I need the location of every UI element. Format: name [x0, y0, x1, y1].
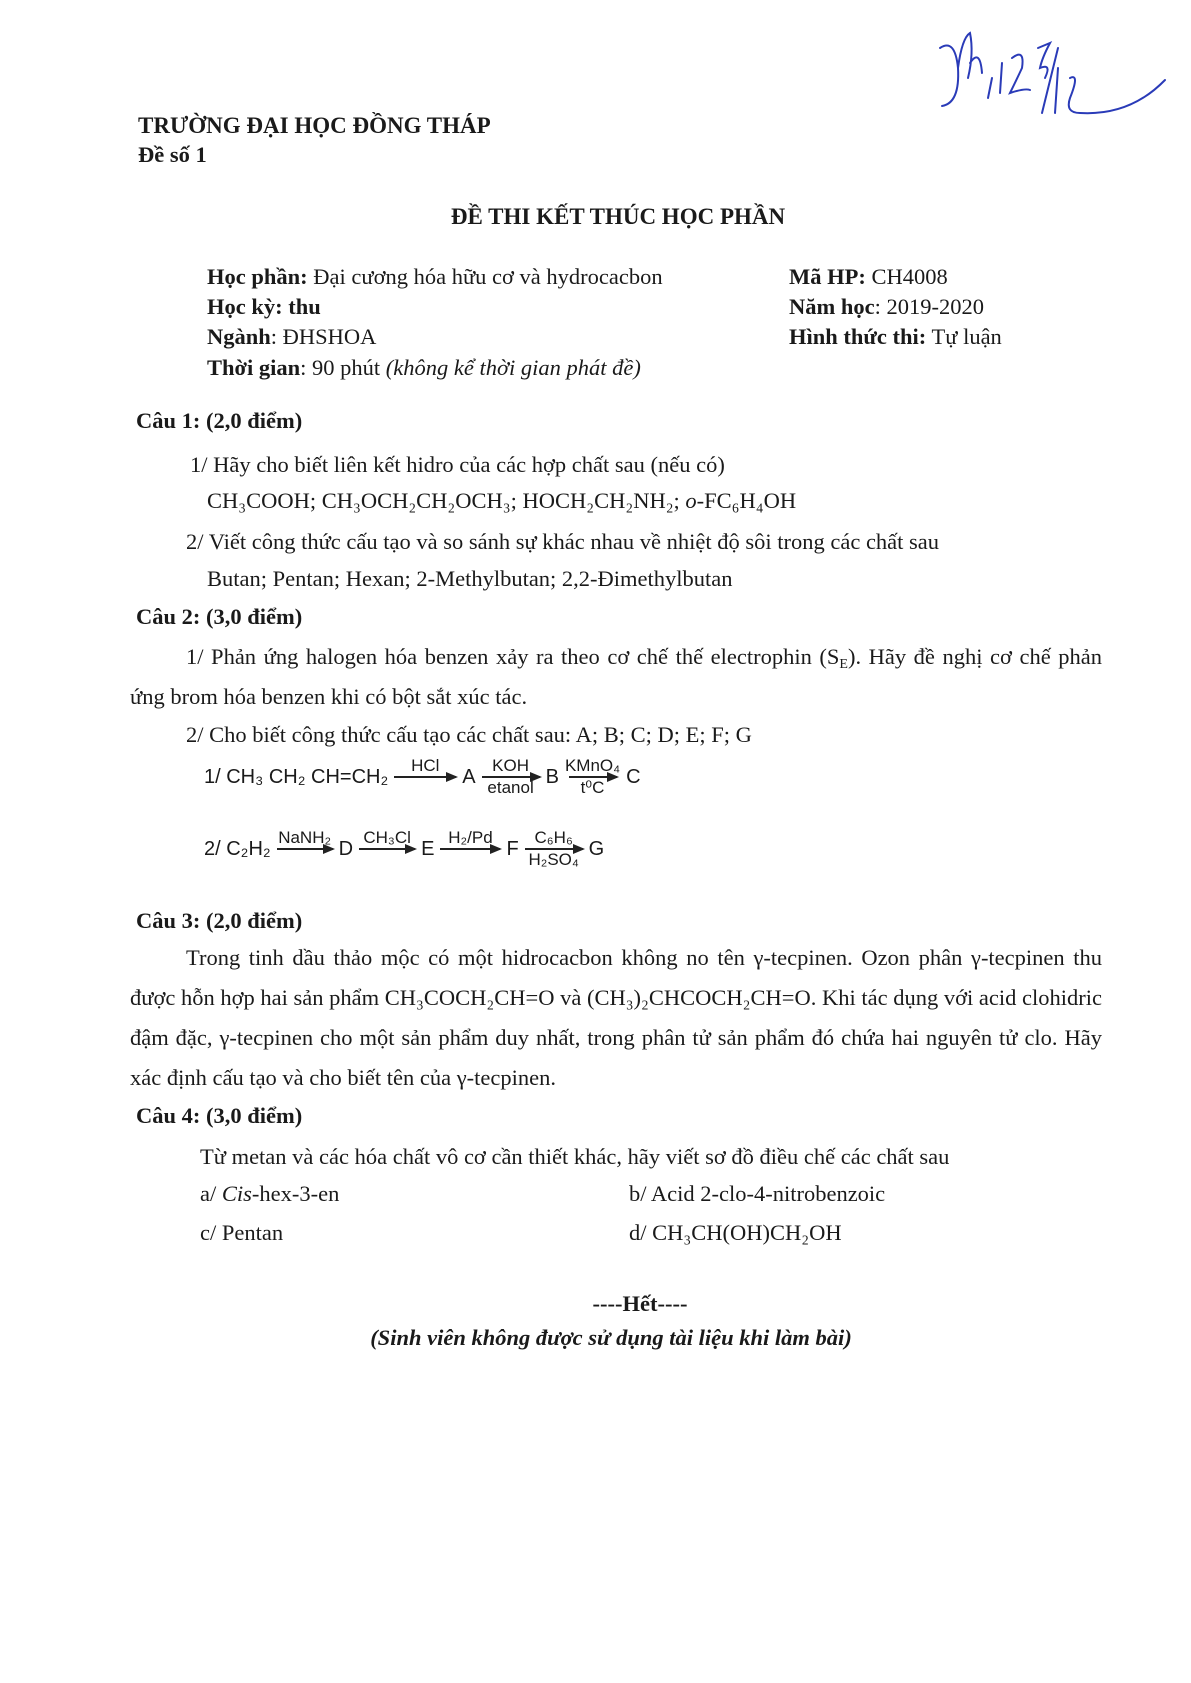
code-value: CH4008 [865, 264, 948, 289]
course-label: Học phần: [207, 264, 308, 289]
exam-form-row [789, 324, 1002, 350]
reaction-arrow [394, 756, 456, 798]
reagent: C₆H₆ [534, 828, 573, 847]
handwritten-signature [930, 18, 1170, 118]
year-value: : 2019-2020 [874, 294, 984, 319]
reaction-arrow [565, 756, 620, 798]
condition: t⁰C [580, 778, 605, 797]
product-c: C [626, 765, 641, 788]
course-code-row [789, 264, 948, 290]
q4-item-c: c/ Pentan [200, 1220, 284, 1245]
product-e: E [421, 837, 435, 860]
exam-title: ĐỀ THI KẾT THÚC HỌC PHẦN [450, 204, 786, 229]
q2-p1-text: 1/ Phản ứng halogen hóa benzen xảy ra theo cơ chế thế electrophin (S [186, 644, 840, 669]
compound-list: CH₃COOH; CH₃OCH₂CH₂OCH₃; HOCH₂CH₂NH₂; [207, 488, 686, 513]
product-g: G [588, 837, 605, 860]
time-label: Thời gian [207, 355, 301, 380]
reaction-scheme-2 [204, 828, 604, 870]
major-row [207, 324, 376, 350]
item-prefix: a/ [200, 1181, 222, 1206]
q4-item-a [200, 1181, 339, 1207]
condition: etanol [487, 778, 534, 797]
q2-part2: 2/ Cho biết công thức cấu tạo các chất sau: A; B; C; D; E; F; G [186, 722, 752, 747]
product-d: D [338, 837, 354, 860]
q1-alkanes: Butan; Pentan; Hexan; 2-Methylbutan; 2,2-Đimethylbutan [207, 566, 733, 591]
time-value: : 90 phút [300, 355, 386, 380]
semester: Học kỳ: thu [207, 294, 321, 319]
major-value: : ĐHSHOA [270, 324, 377, 349]
q2-p1-sub: E [839, 657, 848, 672]
reagent: HCl [411, 756, 440, 775]
q1-part1: 1/ Hãy cho biết liên kết hidro của các hợp chất sau (nếu có) [190, 452, 725, 477]
form-value: Tự luận [926, 324, 1002, 349]
q4-item-b: b/ Acid 2-clo-4-nitrobenzoic [629, 1181, 886, 1206]
q2-part1 [130, 637, 1102, 717]
major-label: Ngành [207, 324, 271, 349]
exam-number: Đề số 1 [138, 142, 207, 167]
year-label: Năm học [789, 294, 875, 319]
cis-prefix: Cis [221, 1181, 252, 1206]
reaction-arrow [440, 828, 500, 870]
product-f: F [506, 837, 519, 860]
year-row [789, 294, 984, 320]
reagent: KMnO₄ [564, 756, 621, 775]
course-value: Đại cương hóa hữu cơ và hydrocacbon [307, 264, 663, 289]
question-1-heading: Câu 1: (2,0 điểm) [136, 408, 303, 433]
question-4-heading: Câu 4: (3,0 điểm) [136, 1103, 303, 1128]
item-text: -hex-3-en [251, 1181, 340, 1206]
reagent: CH₃Cl [363, 828, 411, 847]
reaction-arrow [525, 828, 583, 870]
reactant: 1/ CH₃ CH₂ CH=CH₂ [204, 765, 389, 788]
reagent: H₂/Pd [448, 828, 493, 847]
q1-compounds [207, 488, 796, 514]
product-b: B [545, 765, 559, 788]
q2-p1-text-end: ). Hãy đề nghị cơ chế phản ứng brom hóa benzen khi có bột sắt xúc tác. [130, 644, 1102, 709]
q3-text [130, 938, 1102, 1098]
code-label: Mã HP: [789, 264, 866, 289]
ortho-prefix: o [685, 488, 697, 513]
end-marker: ----Hết---- [592, 1291, 688, 1316]
compound-last: -FC₆H₄OH [696, 488, 797, 513]
reagent: KOH [492, 756, 530, 775]
form-label: Hình thức thi: [789, 324, 927, 349]
time-note: (không kể thời gian phát đề) [385, 355, 641, 380]
product-a: A [462, 765, 476, 788]
reaction-arrow [359, 828, 415, 870]
q3-body: Trong tinh dầu thảo mộc có một hidrocacbon không no tên γ-tecpinen. Ozon phân γ-tecpinen thu được hỗn hợp hai sản phẩm CH₃COCH₂CH=O và (CH₃)₂CHCOCH₂CH=O. Khi tác dụng với acid clohidric đậm đặc, γ-tecpinen cho một sản phẩm duy nhất, trong phân tử sản phẩm đó chứa hai nguyên tử clo. Hãy xác định cấu tạo và cho biết tên của γ-tecpinen. [130, 945, 1102, 1090]
time-row [207, 355, 641, 381]
question-3-heading: Câu 3: (2,0 điểm) [136, 908, 303, 933]
course-row [207, 264, 663, 290]
condition: H₂SO₄ [528, 850, 579, 869]
q4-item-d: d/ CH₃CH(OH)CH₂OH [629, 1220, 842, 1245]
reaction-arrow [277, 828, 333, 870]
reaction-arrow [482, 756, 540, 798]
reagent: NaNH₂ [278, 828, 332, 847]
reactant: 2/ C₂H₂ [204, 837, 271, 860]
reaction-scheme-1 [204, 756, 641, 798]
q1-part2: 2/ Viết công thức cấu tạo và so sánh sự khác nhau về nhiệt độ sôi trong các chất sau [186, 529, 940, 554]
q4-intro: Từ metan và các hóa chất vô cơ cần thiết khác, hãy viết sơ đồ điều chế các chất sau [200, 1144, 950, 1169]
question-2-heading: Câu 2: (3,0 điểm) [136, 604, 303, 629]
school-name: TRƯỜNG ĐẠI HỌC ĐỒNG THÁP [138, 113, 491, 138]
footer-note: (Sinh viên không được sử dụng tài liệu khi làm bài) [370, 1325, 852, 1350]
